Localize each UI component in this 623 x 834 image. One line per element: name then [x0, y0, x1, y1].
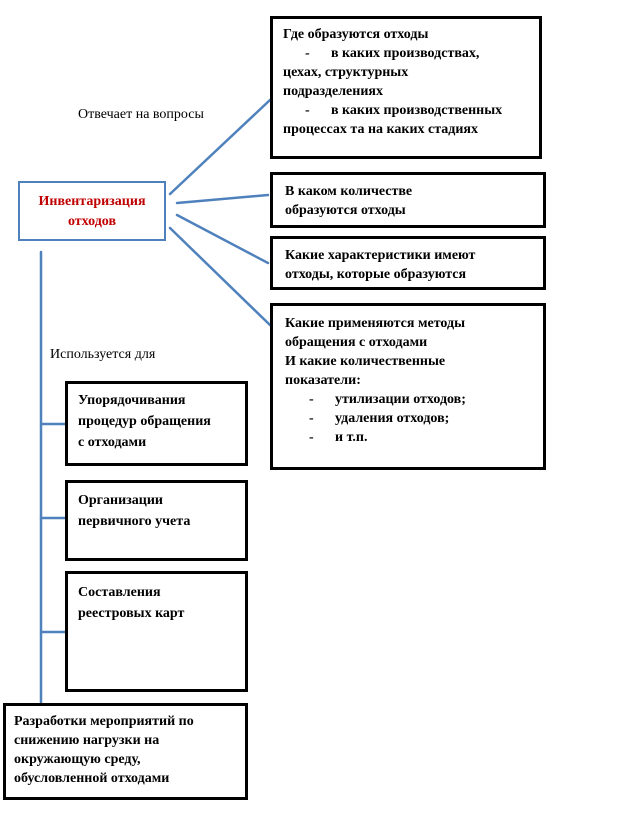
use-line: Разработки мероприятий по [14, 714, 194, 729]
connector-to-question-4 [170, 228, 270, 325]
connector-to-question-3 [177, 215, 268, 263]
answers-questions-label: Отвечает на вопросы [78, 107, 204, 122]
question-line: и т.п. [335, 430, 368, 445]
use-box-ordering [65, 381, 248, 466]
question-line: В каком количестве [285, 184, 413, 199]
question-box-methods [270, 303, 546, 470]
question-sub-item [283, 101, 539, 120]
bullet-dash: - [309, 411, 314, 426]
use-box-measures [3, 703, 248, 800]
question-line: отходы, которые образуются [285, 267, 467, 282]
use-line: с отходами [78, 435, 147, 450]
question-sub-item [285, 409, 543, 428]
question-line: Где образуются отходы [283, 27, 429, 42]
question-sub-item [283, 44, 539, 63]
question-line: И какие количественные [285, 354, 446, 369]
question-line: Какие характеристики имеют [285, 248, 476, 263]
question-line: цехах, структурных [283, 65, 409, 80]
use-line: процедур обращения [78, 414, 211, 429]
use-line: обусловленной отходами [14, 771, 170, 786]
question-line: показатели: [285, 373, 361, 388]
question-line: подразделениях [283, 84, 383, 99]
question-line: утилизации отходов; [335, 392, 466, 407]
central-node-inventory [18, 181, 166, 241]
question-line: в каких производственных [331, 103, 503, 118]
bullet-dash: - [309, 392, 314, 407]
connector-to-question-2 [177, 195, 268, 203]
question-box-where [270, 16, 542, 159]
question-line: процессах та на каких стадиях [283, 122, 478, 137]
bullet-dash: - [305, 103, 310, 118]
use-line: снижению нагрузки на [14, 733, 160, 748]
use-line: Организации [78, 493, 163, 508]
central-title-line-1: Инвентаризация [38, 194, 146, 209]
question-sub-item [285, 428, 543, 447]
question-box-quantity [270, 172, 546, 228]
use-line: реестровых карт [78, 606, 185, 621]
question-line: образуются отходы [285, 203, 406, 218]
question-box-characteristics [270, 236, 546, 290]
use-line: Составления [78, 585, 161, 600]
question-line: Какие применяются методы [285, 316, 466, 331]
use-line: окружающую среду, [14, 752, 141, 767]
question-line: удаления отходов; [335, 411, 450, 426]
question-line: обращения с отходами [285, 335, 428, 350]
use-line: Упорядочивания [78, 393, 186, 408]
used-for-label: Используется для [50, 347, 156, 362]
question-sub-item [285, 390, 543, 409]
bullet-dash: - [309, 430, 314, 445]
bullet-dash: - [305, 46, 310, 61]
use-box-registry-cards [65, 571, 248, 692]
use-line: первичного учета [78, 514, 191, 529]
question-line: в каких производствах, [331, 46, 480, 61]
use-box-accounting [65, 480, 248, 561]
central-title-line-2: отходов [67, 214, 117, 229]
